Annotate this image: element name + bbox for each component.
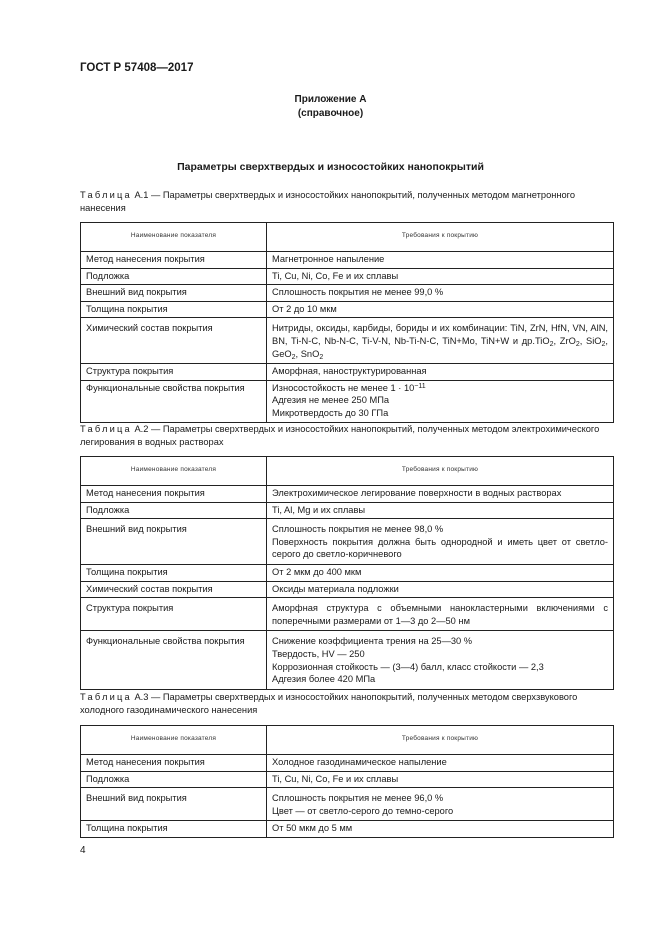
table3-header-indicator: Наименование показателя <box>81 726 267 755</box>
table-row <box>81 252 614 269</box>
row-value: Сплошность покрытия не менее 96,0 % Цвет — от светло-серого до темно-серого <box>267 788 614 821</box>
functional-properties-value <box>267 380 614 422</box>
oxide-formula: GeO$_2$, <box>272 348 301 361</box>
row-name: Химический состав покрытия <box>81 581 267 598</box>
table2-caption-text: А.2 — Параметры сверхтвердых и износостойких нанопокрытий, полученных методом электрохимического легирования в водных растворах <box>80 424 600 447</box>
row-name: Функциональные свойства покрытия <box>81 631 267 689</box>
row-name: Внешний вид покрытия <box>81 285 267 302</box>
table3-header-requirements: Требования к покрытию <box>267 726 614 755</box>
row-name: Подложка <box>81 268 267 285</box>
table-row <box>81 364 614 381</box>
row-name: Структура покрытия <box>81 364 267 381</box>
table2-header-row <box>81 457 614 486</box>
row-value: Сплошность покрытия не менее 99,0 % <box>267 285 614 302</box>
table2-caption <box>80 423 620 449</box>
table-row <box>81 755 614 772</box>
table-row <box>81 788 614 821</box>
table-row <box>81 598 614 631</box>
row-value: Аморфная, наноструктурированная <box>267 364 614 381</box>
page-number: 4 <box>80 845 86 856</box>
row-value: Ti, Cu, Ni, Co, Fe и их сплавы <box>267 771 614 788</box>
table2 <box>80 456 614 690</box>
table1-header-indicator: Наименование показателя <box>81 223 267 252</box>
table-row <box>81 564 614 581</box>
table-row <box>81 486 614 503</box>
table-row <box>81 519 614 565</box>
table-row <box>81 380 614 422</box>
table-row <box>81 631 614 689</box>
appendix-heading <box>0 93 661 121</box>
row-name: Химический состав покрытия <box>81 318 267 364</box>
table3-caption-text: А.3 — Параметры сверхтвердых и износостойких нанопокрытий, полученных методом сверхзвукового холодного газодинамического нанесения <box>80 692 578 715</box>
row-name: Структура покрытия <box>81 598 267 631</box>
table1-caption-label: Таблица <box>80 190 132 200</box>
row-value: От 50 мкм до 5 мм <box>267 821 614 838</box>
adhesion: Адгезия не менее 250 МПа <box>272 395 390 406</box>
row-value: Холодное газодинамическое напыление <box>267 755 614 772</box>
table1-header-requirements: Требования к покрытию <box>267 223 614 252</box>
table1-caption <box>80 189 620 215</box>
row-name: Толщина покрытия <box>81 301 267 318</box>
oxide-formula: ZrO$_2$, <box>559 335 586 348</box>
microhardness: Микротвердость до 30 ГПа <box>272 407 389 418</box>
table-row <box>81 581 614 598</box>
chemical-composition-value <box>267 318 614 364</box>
row-value: Ti, Cu, Ni, Co, Fe и их сплавы <box>267 268 614 285</box>
table2-header-requirements: Требования к покрытию <box>267 457 614 486</box>
table-row <box>81 301 614 318</box>
row-value: Снижение коэффициента трения на 25—30 % Твердость, HV — 250 Коррозионная стойкость — (3—4) балл, класс стойкости — 2,3 Адгезия более 420 МПа <box>267 631 614 689</box>
oxide-formula: TiO$_2$, <box>534 335 557 348</box>
table-row <box>81 318 614 364</box>
row-value: Магнетронное напыление <box>267 252 614 269</box>
composition-text: Нитриды, оксиды, карбиды, бориды и их комбинации: TiN, ZrN, HfN, VN, AlN, BN, Ti-N-C, Nb-N-C, Ti-V-N, Nb-Ti-N-C, TiN+Mo, TiN+W и др. <box>272 323 608 346</box>
table3-caption <box>80 691 620 717</box>
row-name: Подложка <box>81 502 267 519</box>
table3-header-row <box>81 726 614 755</box>
appendix-title: Приложение А <box>294 94 367 105</box>
table3-caption-label: Таблица <box>80 692 132 702</box>
row-value: Электрохимическое легирование поверхности в водных растворах <box>267 486 614 503</box>
row-value: Сплошность покрытия не менее 98,0 % Поверхность покрытия должна быть однородной и иметь цвет от светло-серого до светло-коричневого <box>267 519 614 565</box>
wear-resistance: Износостойкость не менее $1 \cdot 10^{-11}$ <box>272 382 426 393</box>
row-name: Внешний вид покрытия <box>81 519 267 565</box>
table-row <box>81 771 614 788</box>
row-value: Аморфная структура с объемными нанокластерными включениями с поперечными размерами от 1—3 до 2—50 нм <box>267 598 614 631</box>
table3 <box>80 725 614 838</box>
row-name: Метод нанесения покрытия <box>81 755 267 772</box>
section-title: Параметры сверхтвердых и износостойких нанопокрытий <box>177 161 484 173</box>
document-number: ГОСТ Р 57408—2017 <box>80 62 194 74</box>
table2-header-indicator: Наименование показателя <box>81 457 267 486</box>
table-row <box>81 268 614 285</box>
row-name: Толщина покрытия <box>81 821 267 838</box>
table-row <box>81 285 614 302</box>
row-name: Внешний вид покрытия <box>81 788 267 821</box>
table-row <box>81 821 614 838</box>
row-name: Подложка <box>81 771 267 788</box>
row-value: От 2 до 10 мкм <box>267 301 614 318</box>
row-name: Метод нанесения покрытия <box>81 252 267 269</box>
row-value: От 2 мкм до 400 мкм <box>267 564 614 581</box>
oxide-formula: SiO$_2$, <box>586 335 608 348</box>
row-value: Оксиды материала подложки <box>267 581 614 598</box>
row-name: Толщина покрытия <box>81 564 267 581</box>
row-name: Метод нанесения покрытия <box>81 486 267 503</box>
table1-caption-text: А.1 — Параметры сверхтвердых и износостойких нанопокрытий, полученных методом магнетронного нанесения <box>80 190 576 213</box>
table-row <box>81 502 614 519</box>
row-name: Функциональные свойства покрытия <box>81 380 267 422</box>
oxide-formula: SnO$_2$ <box>300 348 324 361</box>
table1-header-row <box>81 223 614 252</box>
row-value: Ti, Al, Mg и их сплавы <box>267 502 614 519</box>
table1 <box>80 222 614 423</box>
table2-caption-label: Таблица <box>80 424 132 434</box>
appendix-note: (справочное) <box>297 108 364 119</box>
